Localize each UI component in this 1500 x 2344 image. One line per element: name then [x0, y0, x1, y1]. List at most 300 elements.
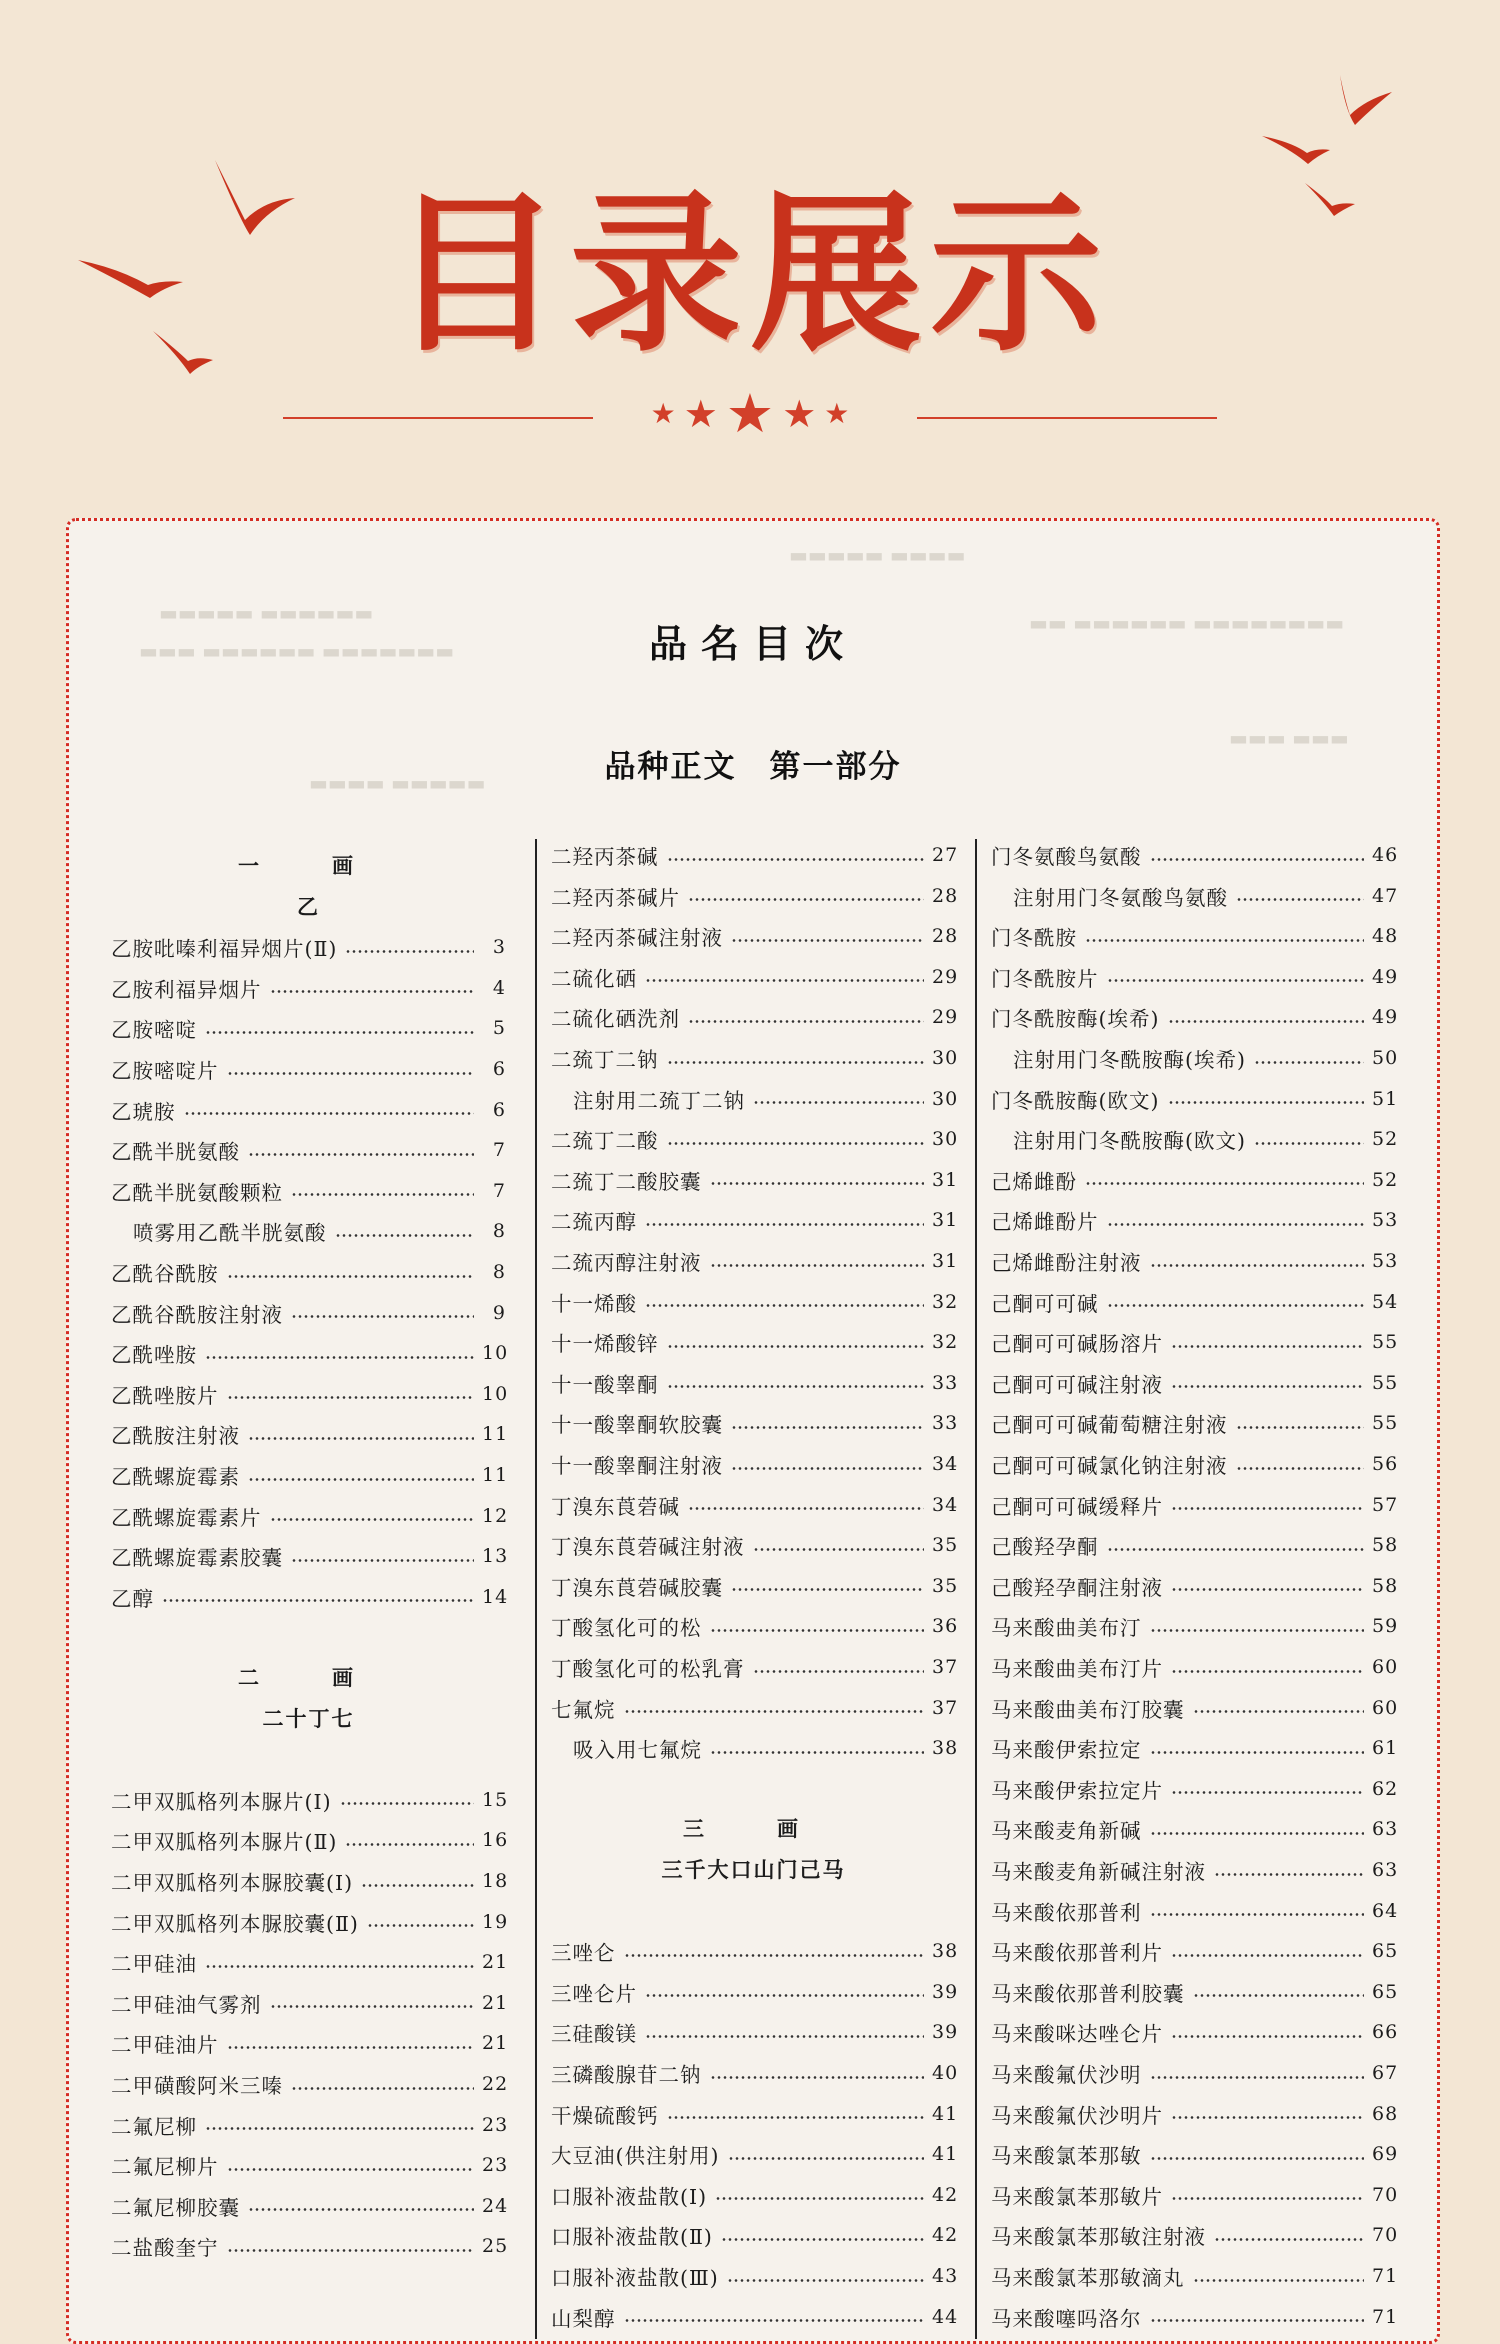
index-entry — [111, 1171, 506, 1211]
index-entry — [991, 1038, 1399, 1078]
entry-label: 丁溴东莨菪碱胶囊 — [551, 1575, 723, 1600]
entry-page-number: 47 — [1372, 884, 1399, 907]
entry-label: 乙胺吡嗪利福异烟片(Ⅱ) — [111, 937, 338, 962]
entry-page-number: 42 — [932, 2183, 959, 2206]
dot-leader — [1150, 2076, 1365, 2079]
index-entry — [991, 1160, 1399, 1200]
dot-leader — [710, 2076, 925, 2079]
entry-label: 门冬酰胺 — [991, 926, 1077, 951]
column-divider — [975, 839, 977, 2339]
index-entry — [991, 1850, 1399, 1890]
index-entry — [111, 2145, 509, 2185]
dot-leader — [667, 858, 925, 861]
index-entry — [991, 1079, 1399, 1119]
star-icon: ★ — [650, 396, 676, 430]
entry-label: 乙酰半胱氨酸颗粒 — [111, 1180, 283, 1205]
entry-page-number: 27 — [932, 844, 959, 866]
dot-leader — [345, 950, 474, 953]
entry-page-number: 34 — [932, 1493, 959, 1516]
dot-leader — [1150, 1913, 1365, 1916]
index-entry — [111, 1211, 506, 1251]
index-entry — [111, 2023, 509, 2063]
dot-leader — [624, 1710, 925, 1713]
dot-leader — [1107, 1223, 1365, 1226]
entry-label: 马来酸依那普利 — [991, 1900, 1142, 1925]
index-entry — [111, 2186, 509, 2226]
index-entry — [111, 1536, 509, 1576]
entry-label: 十一酸睾酮注射液 — [551, 1454, 723, 1478]
dot-leader — [227, 1275, 475, 1278]
dot-leader — [205, 2127, 474, 2130]
dot-leader — [1171, 1670, 1364, 1673]
dot-leader — [688, 898, 924, 901]
entry-label: 己酮可可碱注射液 — [991, 1372, 1163, 1397]
entry-label: 二硫化硒 — [551, 966, 637, 991]
dot-leader — [1107, 1548, 1365, 1551]
index-entry — [991, 1688, 1399, 1728]
entry-page-number: 4 — [492, 976, 506, 999]
entry-page-number: 67 — [1372, 2062, 1399, 2084]
index-entry — [111, 1861, 509, 1901]
entry-page-number: 9 — [492, 1301, 506, 1324]
entry-label: 己酮可可碱氯化钠注射液 — [991, 1454, 1228, 1478]
dot-leader — [753, 1101, 924, 1104]
dot-leader — [667, 1385, 925, 1388]
dot-leader — [1150, 1751, 1365, 1754]
bleed-through-texture: ▬▬▬▬▬▬ ▬▬▬▬▬ — [159, 601, 374, 625]
index-entry — [991, 2094, 1399, 2134]
index-entry — [551, 1566, 959, 1606]
entry-page-number: 34 — [932, 1453, 959, 1475]
index-entry — [991, 1769, 1399, 1809]
index-entry — [991, 1119, 1399, 1159]
index-entry — [111, 1577, 509, 1617]
entry-label: 乙酰螺旋霉素胶囊 — [111, 1546, 283, 1571]
entry-label: 二巯丙醇 — [551, 1210, 637, 1235]
radical-characters: 二十丁七 — [262, 1706, 355, 1731]
index-entry — [551, 1444, 959, 1484]
entry-page-number: 32 — [932, 1331, 959, 1354]
entry-label: 二甲双胍格列本脲片(Ⅰ) — [111, 1789, 332, 1814]
entry-label: 马来酸依那普利片 — [991, 1941, 1163, 1966]
entry-page-number: 5 — [492, 1017, 506, 1040]
index-entry — [991, 2012, 1399, 2052]
entry-label: 己烯雌酚 — [991, 1169, 1077, 1194]
index-entry — [551, 916, 959, 956]
entry-page-number: 52 — [1372, 1128, 1399, 1151]
entry-page-number: 55 — [1372, 1371, 1399, 1394]
entry-page-number: 29 — [932, 1006, 959, 1029]
entry-label: 十一酸睾酮 — [551, 1372, 659, 1397]
entry-page-number: 41 — [932, 2102, 959, 2125]
index-entry — [991, 1728, 1399, 1768]
dot-leader — [270, 1518, 475, 1521]
entry-label: 己酸羟孕酮 — [991, 1535, 1099, 1560]
entry-page-number: 23 — [482, 2154, 509, 2177]
entry-page-number: 70 — [1372, 2183, 1399, 2206]
index-entry — [111, 2105, 509, 2145]
index-entry — [111, 1374, 509, 1414]
entry-label: 己烯雌酚注射液 — [991, 1251, 1142, 1275]
entry-page-number: 43 — [932, 2265, 959, 2287]
index-entry — [551, 2256, 959, 2296]
star-icon: ★ — [824, 396, 850, 430]
dot-leader — [1193, 2279, 1365, 2282]
entry-page-number: 10 — [482, 1382, 509, 1405]
entry-label: 乙酰胺注射液 — [111, 1424, 240, 1449]
index-entry — [551, 1038, 959, 1078]
dot-leader — [1214, 1873, 1364, 1876]
dot-leader — [731, 1588, 924, 1591]
entry-page-number: 7 — [492, 1179, 506, 1202]
index-entry — [551, 1160, 959, 1200]
entry-label: 二甲双胍格列本脲胶囊(Ⅰ) — [111, 1871, 354, 1895]
entry-label: 三唑仑 — [551, 1941, 616, 1966]
bird-icon — [1300, 178, 1360, 218]
index-entry — [991, 1322, 1399, 1362]
dot-leader — [710, 1264, 925, 1267]
entry-label: 二盐酸奎宁 — [111, 2236, 219, 2261]
entry-label: 马来酸噻吗洛尔 — [991, 2306, 1142, 2331]
dot-leader — [645, 1223, 924, 1226]
entry-page-number: 10 — [482, 1342, 509, 1365]
entry-label: 二羟丙茶碱片 — [551, 885, 680, 910]
dot-leader — [624, 1954, 925, 1957]
entry-label: 二氟尼柳胶囊 — [111, 2195, 240, 2220]
index-entry — [111, 968, 506, 1008]
entry-label: 马来酸麦角新碱 — [991, 1819, 1142, 1844]
dot-leader — [710, 1751, 924, 1754]
index-entry — [991, 2215, 1399, 2255]
dot-leader — [727, 2279, 924, 2282]
index-entry — [551, 2053, 959, 2093]
entry-page-number: 54 — [1372, 1290, 1399, 1313]
entry-label: 乙酰唑胺片 — [111, 1383, 219, 1408]
entry-page-number: 36 — [932, 1615, 959, 1638]
dot-leader — [753, 1670, 925, 1673]
bleed-through-texture: ▬▬▬▬▬ ▬▬▬▬ — [309, 771, 486, 795]
entry-label: 马来酸曲美布汀 — [991, 1616, 1142, 1641]
entry-page-number: 71 — [1372, 2305, 1399, 2328]
index-entry — [111, 1293, 506, 1333]
entry-page-number: 58 — [1372, 1574, 1399, 1597]
entry-label: 门冬酰胺酶(埃希) — [991, 1007, 1160, 1032]
dot-leader — [162, 1599, 474, 1602]
entry-label: 十一烯酸锌 — [551, 1332, 659, 1357]
entry-page-number: 8 — [492, 1220, 506, 1243]
entry-page-number: 37 — [932, 1696, 959, 1719]
dot-leader — [1193, 1710, 1365, 1713]
index-entry — [551, 876, 959, 916]
entry-page-number: 62 — [1372, 1777, 1399, 1800]
entry-page-number: 30 — [932, 1087, 959, 1110]
index-entry — [991, 1566, 1399, 1606]
bleed-through-texture: ▬▬▬▬▬▬▬ ▬▬▬▬▬▬ ▬▬▬ — [139, 639, 455, 663]
dot-leader — [645, 1304, 924, 1307]
dot-leader — [340, 1802, 474, 1805]
dot-leader — [1168, 1020, 1365, 1023]
entry-label: 二硫化硒洗剂 — [551, 1007, 680, 1032]
dot-leader — [227, 2046, 475, 2049]
entry-page-number: 49 — [1372, 1006, 1399, 1029]
entry-label: 门冬酰胺酶(欧文) — [991, 1088, 1160, 1113]
index-entry — [551, 2297, 959, 2337]
entry-label: 二氟尼柳 — [111, 2114, 197, 2139]
entry-page-number: 8 — [492, 1261, 506, 1283]
entry-label: 马来酸氯苯那敏 — [991, 2144, 1142, 2169]
entry-page-number: 41 — [932, 2143, 959, 2166]
entry-label: 口服补液盐散(Ⅱ) — [551, 2225, 713, 2250]
dot-leader — [1254, 1061, 1364, 1064]
index-entry — [111, 1008, 506, 1048]
entry-page-number: 48 — [1372, 925, 1399, 948]
entry-page-number: 37 — [932, 1656, 959, 1678]
entry-page-number: 21 — [482, 2032, 509, 2055]
index-entry — [111, 1333, 509, 1373]
dot-leader — [1085, 939, 1364, 942]
entry-page-number: 39 — [932, 1980, 959, 2003]
dot-leader — [688, 1507, 924, 1510]
index-entry — [111, 1496, 509, 1536]
dot-leader — [291, 1193, 474, 1196]
entry-label: 马来酸依那普利胶囊 — [991, 1981, 1185, 2006]
entry-label: 吸入用七氟烷 — [573, 1738, 702, 1763]
entry-label: 马来酸氯苯那敏注射液 — [991, 2225, 1206, 2250]
dot-leader — [688, 1020, 924, 1023]
entry-label: 喷雾用乙酰半胱氨酸 — [133, 1221, 327, 1246]
entry-page-number: 25 — [482, 2235, 509, 2258]
entry-label: 乙酰唑胺 — [111, 1343, 197, 1368]
index-entry — [111, 1252, 506, 1292]
dot-leader — [367, 1924, 474, 1927]
dot-leader — [1168, 1101, 1365, 1104]
entry-label: 乙胺利福异烟片 — [111, 977, 262, 1002]
index-entry — [991, 2134, 1399, 2174]
entry-page-number: 44 — [932, 2305, 959, 2328]
dot-leader — [227, 2249, 475, 2252]
dot-leader — [667, 1142, 925, 1145]
dot-leader — [1171, 1954, 1364, 1957]
dot-leader — [227, 2168, 475, 2171]
dot-leader — [1193, 1994, 1365, 1997]
index-entry — [551, 1079, 959, 1119]
dot-leader — [667, 2116, 925, 2119]
entry-label: 山梨醇 — [551, 2306, 616, 2331]
entry-label: 二甲硅油片 — [111, 2033, 219, 2058]
dot-leader — [1085, 1182, 1364, 1185]
dot-leader — [1171, 1507, 1364, 1510]
entry-page-number: 49 — [1372, 965, 1399, 988]
entry-label: 注射用门冬酰胺酶(埃希) — [1013, 1048, 1246, 1072]
entry-label: 二甲磺酸阿米三嗪 — [111, 2074, 283, 2098]
index-entry — [551, 957, 959, 997]
dot-leader — [1150, 858, 1365, 861]
entry-label: 马来酸氯苯那敏片 — [991, 2184, 1163, 2209]
dot-leader — [291, 1315, 474, 1318]
entry-page-number: 31 — [932, 1250, 959, 1272]
dot-leader — [248, 2208, 474, 2211]
dot-leader — [227, 1396, 475, 1399]
dot-leader — [667, 1061, 925, 1064]
column-divider — [535, 839, 537, 2339]
index-entry — [551, 1972, 959, 2012]
entry-page-number: 55 — [1372, 1412, 1399, 1435]
index-entry — [991, 1403, 1399, 1443]
entry-page-number: 31 — [932, 1209, 959, 1232]
entry-label: 乙酰半胱氨酸 — [111, 1140, 240, 1165]
entry-page-number: 71 — [1372, 2265, 1399, 2287]
entry-page-number: 29 — [932, 965, 959, 988]
entry-label: 二巯丁二钠 — [551, 1048, 659, 1072]
dot-leader — [1171, 2035, 1364, 2038]
entry-page-number: 51 — [1372, 1087, 1399, 1110]
dot-leader — [227, 1072, 475, 1075]
entry-label: 干燥硫酸钙 — [551, 2103, 659, 2128]
entry-page-number: 69 — [1372, 2143, 1399, 2166]
index-entry — [111, 1090, 506, 1130]
index-entry — [991, 1809, 1399, 1849]
index-column-1 — [111, 521, 509, 2341]
entry-label: 七氟烷 — [551, 1697, 616, 1722]
entry-page-number: 6 — [492, 1058, 506, 1080]
entry-page-number: 12 — [482, 1504, 509, 1527]
index-entry — [551, 1241, 959, 1281]
dot-leader — [361, 1884, 474, 1887]
index-entry — [991, 835, 1399, 875]
entry-label: 乙胺嘧啶片 — [111, 1059, 219, 1083]
dot-leader — [1107, 979, 1365, 982]
banner-title: 目录展示 — [390, 174, 1110, 375]
entry-page-number: 6 — [492, 1098, 506, 1121]
dot-leader — [1171, 1385, 1364, 1388]
index-entry — [551, 1200, 959, 1240]
entry-page-number: 3 — [492, 936, 506, 959]
dot-leader — [1150, 1264, 1365, 1267]
index-entry — [991, 1241, 1399, 1281]
index-entry — [991, 1606, 1399, 1646]
stroke-count-heading: 三 画 — [683, 1817, 824, 1842]
index-entry — [111, 1780, 509, 1820]
entry-page-number: 55 — [1372, 1331, 1399, 1354]
entry-page-number: 57 — [1372, 1493, 1399, 1516]
entry-page-number: 53 — [1372, 1250, 1399, 1272]
entry-page-number: 70 — [1372, 2224, 1399, 2247]
star-icon: ★ — [725, 381, 775, 445]
entry-page-number: 30 — [932, 1128, 959, 1151]
entry-label: 三唑仑片 — [551, 1981, 637, 2006]
index-column-3 — [991, 521, 1399, 2341]
entry-label: 二甲硅油气雾剂 — [111, 1992, 262, 2017]
entry-label: 马来酸咪达唑仑片 — [991, 2022, 1163, 2047]
dot-leader — [1150, 2157, 1365, 2160]
index-entry — [991, 2053, 1399, 2093]
radical-characters: 三千大口山门己马 — [661, 1858, 846, 1882]
index-entry — [111, 1130, 506, 1170]
dot-leader — [753, 1548, 925, 1551]
index-entry — [551, 1525, 959, 1565]
dot-leader — [1171, 1791, 1364, 1794]
entry-label: 马来酸伊索拉定片 — [991, 1778, 1163, 1803]
index-entry — [991, 1525, 1399, 1565]
entry-label: 注射用门冬酰胺酶(欧文) — [1013, 1129, 1246, 1154]
index-entry — [551, 997, 959, 1037]
index-entry — [551, 1606, 959, 1646]
index-entry — [111, 1455, 509, 1495]
entry-label: 己酮可可碱葡萄糖注射液 — [991, 1413, 1228, 1438]
entry-label: 丁溴东莨菪碱 — [551, 1494, 680, 1519]
index-entry — [551, 835, 959, 875]
dot-leader — [1171, 2197, 1364, 2200]
entry-page-number: 59 — [1372, 1615, 1399, 1638]
entry-label: 二羟丙茶碱注射液 — [551, 926, 723, 951]
entry-label: 马来酸氟伏沙明片 — [991, 2103, 1163, 2128]
entry-label: 乙酰谷酰胺注射液 — [111, 1302, 283, 1327]
entry-page-number: 65 — [1372, 1980, 1399, 2003]
index-entry — [111, 1820, 509, 1860]
entry-page-number: 11 — [482, 1423, 509, 1446]
dot-leader — [335, 1234, 475, 1237]
index-entry — [991, 1891, 1399, 1931]
dot-leader — [248, 1478, 474, 1481]
entry-page-number: 52 — [1372, 1168, 1399, 1191]
index-entry — [991, 1972, 1399, 2012]
index-entry — [111, 2226, 509, 2266]
entry-page-number: 22 — [482, 2073, 509, 2095]
entry-label: 乙胺嘧啶 — [111, 1018, 197, 1043]
index-entry — [111, 1049, 506, 1089]
entry-page-number: 7 — [492, 1139, 506, 1162]
entry-label: 口服补液盐散(Ⅰ) — [551, 2184, 708, 2209]
dot-leader — [1254, 1142, 1364, 1145]
entry-label: 二氟尼柳片 — [111, 2155, 219, 2180]
entry-page-number: 63 — [1372, 1818, 1399, 1841]
index-entry — [551, 2134, 959, 2174]
index-entry — [991, 2175, 1399, 2215]
dot-leader — [1171, 1588, 1364, 1591]
entry-label: 己烯雌酚片 — [991, 1210, 1099, 1235]
entry-page-number: 31 — [932, 1168, 959, 1191]
entry-page-number: 28 — [932, 925, 959, 948]
dot-leader — [715, 2197, 924, 2200]
entry-page-number: 38 — [932, 1940, 959, 1963]
dot-leader — [645, 979, 924, 982]
entry-page-number: 33 — [932, 1412, 959, 1435]
entry-label: 马来酸曲美布汀片 — [991, 1657, 1163, 1681]
index-entry — [551, 1485, 959, 1525]
entry-label: 马来酸曲美布汀胶囊 — [991, 1697, 1185, 1722]
entry-page-number: 21 — [482, 1991, 509, 2014]
dot-leader — [710, 1182, 925, 1185]
dot-leader — [731, 1426, 924, 1429]
stroke-count-heading: 二 画 — [238, 1666, 379, 1690]
index-entry — [991, 1363, 1399, 1403]
index-entry — [111, 1983, 509, 2023]
entry-page-number: 35 — [932, 1574, 959, 1597]
entry-label: 己酮可可碱 — [991, 1291, 1099, 1316]
entry-page-number: 60 — [1372, 1656, 1399, 1678]
entry-label: 二巯丙醇注射液 — [551, 1251, 702, 1275]
index-entry — [991, 1282, 1399, 1322]
index-entry — [551, 1647, 959, 1687]
index-entry — [991, 876, 1399, 916]
dot-leader — [345, 1843, 474, 1846]
stroke-count-heading: 一 画 — [238, 854, 379, 878]
entry-page-number: 65 — [1372, 1940, 1399, 1963]
dot-leader — [645, 1994, 924, 1997]
entry-label: 门冬酰胺片 — [991, 966, 1099, 991]
index-entry — [551, 1119, 959, 1159]
bleed-through-texture: ▬▬▬▬▬▬▬▬ ▬▬▬▬▬▬ ▬▬ — [1029, 611, 1345, 635]
